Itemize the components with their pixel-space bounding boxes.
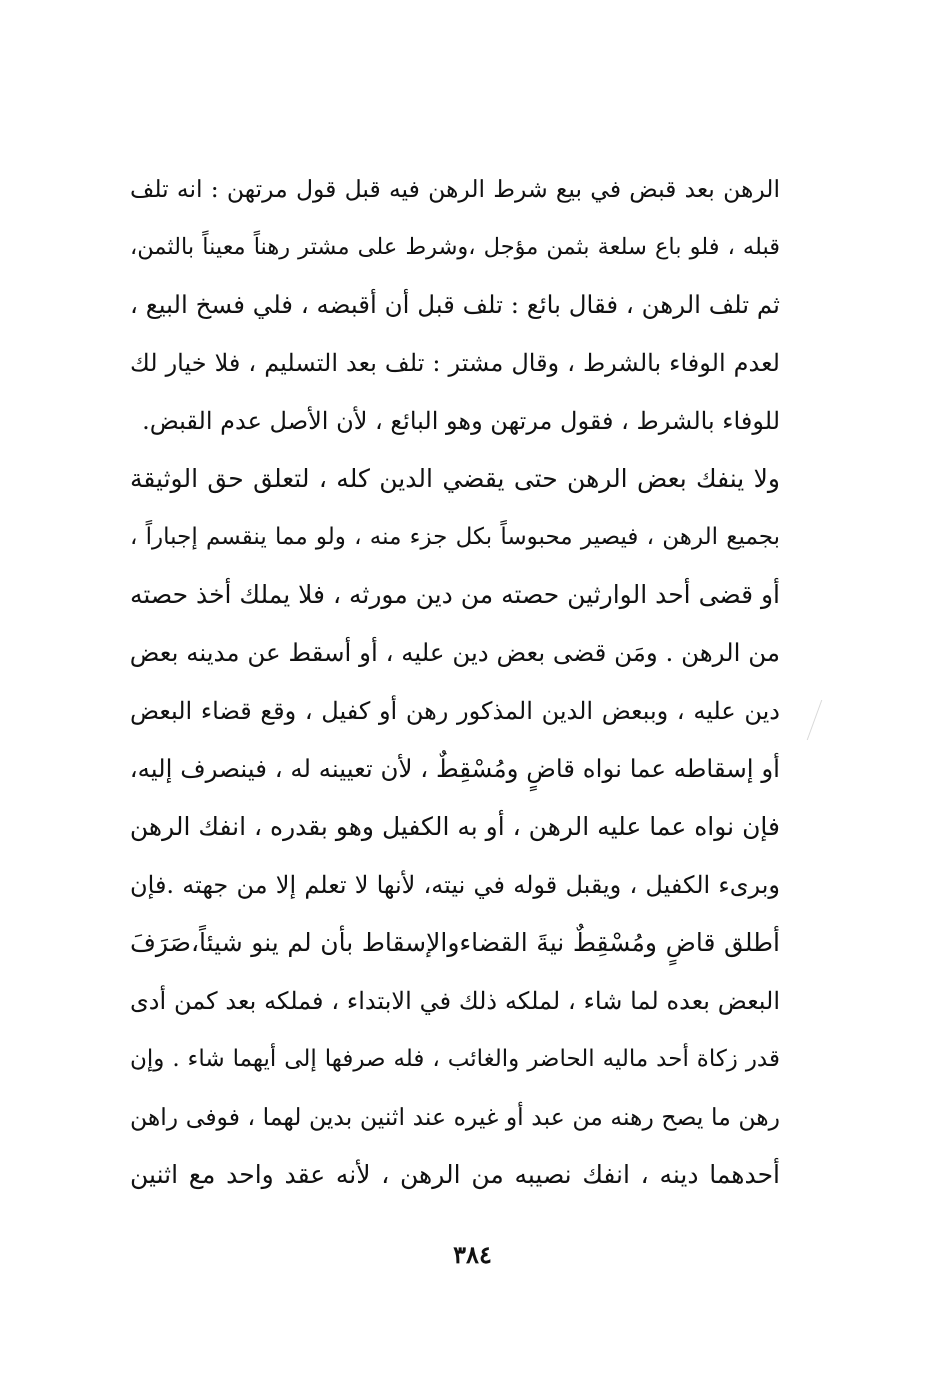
page-number: ٣٨٤ [453,1240,492,1269]
text-line: ولا ينفك بعض الرهن حتى يقضي الدين كله ، لتعلق حق الوثيقة [130,464,780,493]
text-line: دين عليه ، وببعض الدين المذكور رهن أو كفيل ، وقع قضاء البعض [130,697,780,725]
text-line: أطلق قاضٍ ومُسْقِطٌ نيةَ القضاءوالإسقاط بأن لم ينو شيئاً،صَرَفَ [130,928,780,957]
text-line: من الرهن . ومَن قضى بعض دين عليه ، أو أسقط عن مدينه بعض [130,638,780,667]
text-line: أو قضى أحد الوارثين حصته من دين مورثه ، فلا يملك أخذ حصته [130,580,780,609]
text-line: بجميع الرهن ، فيصير محبوساً بكل جزء منه ، ولو مما ينقسم إجباراً ، [130,524,780,550]
text-line: للوفاء بالشرط ، فقول مرتهن وهو البائع ، لأن الأصل عدم القبض. [142,407,780,435]
text-line: ثم تلف الرهن ، فقال بائع : تلف قبل أن أقبضه ، فلي فسخ البيع ، [130,290,780,319]
text-line: أو إسقاطه عما نواه قاضٍ ومُسْقِطٌ ، لأن تعيينه له ، فينصرف إليه، [130,754,780,783]
text-line: رهن ما يصح رهنه من عبد أو غيره عند اثنين بدين لهما ، فوفى راهن [130,1103,780,1131]
text-line: قدر زكاة أحد ماليه الحاضر والغائب ، فله صرفها إلى أيهما شاء . وإن [130,1046,780,1072]
text-line: قبله ، فلو باع سلعة بثمن مؤجل ،وشرط على مشتر رهناً معيناً بالثمن، [130,234,780,260]
body-text [130,160,780,1204]
text-line: أحدهما دينه ، انفك نصيبه من الرهن ، لأنه عقد واحد مع اثنين [130,1160,780,1189]
text-line: وبرىء الكفيل ، ويقبل قوله في نيته، لأنها لا تعلم إلا من جهته .فإن [130,871,780,899]
text-line: فإن نواه عما عليه الرهن ، أو به الكفيل وهو بقدره ، انفك الرهن [130,812,780,841]
margin-mark [793,700,823,740]
text-line: الرهن بعد قبض في بيع شرط الرهن فيه قبل قول مرتهن : انه تلف [130,175,780,203]
text-line: البعض بعده لما شاء ، لملكه ذلك في الابتداء ، فملكه بعد كمن أدى [130,987,780,1015]
text-line: لعدم الوفاء بالشرط ، وقال مشتر : تلف بعد التسليم ، فلا خيار لك [130,349,780,377]
